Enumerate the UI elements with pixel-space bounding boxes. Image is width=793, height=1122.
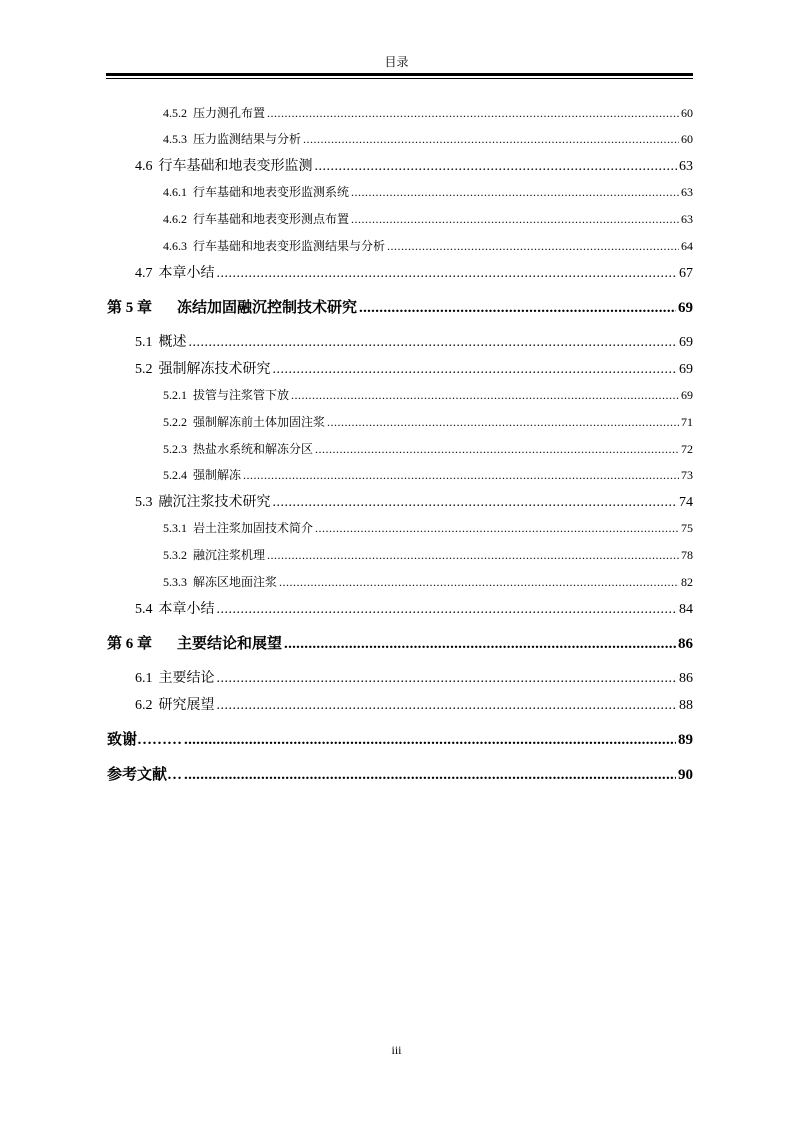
toc-dot-leader bbox=[189, 335, 678, 351]
toc-entry[interactable] bbox=[107, 728, 693, 749]
toc-dot-leader bbox=[273, 362, 678, 378]
toc-entry-number: 4.7 bbox=[135, 266, 153, 281]
toc-entry-page: 86 bbox=[679, 671, 693, 686]
toc-entry-title: 压力测孔布置 bbox=[193, 106, 266, 120]
toc-entry-number: 5.2.1 bbox=[163, 388, 187, 402]
toc-entry-number: 5.2.4 bbox=[163, 468, 187, 482]
toc-entry-number: 5.1 bbox=[135, 335, 153, 350]
toc-dot-leader bbox=[243, 468, 679, 483]
toc-dot-leader bbox=[217, 698, 678, 714]
toc-entry-page: 63 bbox=[681, 185, 693, 199]
toc-entry-page: 69 bbox=[681, 388, 693, 402]
toc-entry-number: 4.6.3 bbox=[163, 239, 187, 253]
toc-entry-title: 行车基础和地表变形监测结果与分析 bbox=[193, 239, 386, 253]
toc-dot-leader bbox=[184, 767, 676, 784]
toc-dot-leader bbox=[267, 106, 679, 121]
toc-entry[interactable] bbox=[163, 546, 693, 563]
toc-entry-page: 67 bbox=[679, 266, 693, 281]
toc-entry-title: 岩土注浆加固技术简介 bbox=[193, 521, 314, 535]
toc-entry-title: 冻结加固融沉控制技术研究 bbox=[177, 300, 358, 316]
toc-entry-number: 5.2.2 bbox=[163, 415, 187, 429]
toc-entry[interactable] bbox=[135, 331, 693, 351]
toc-entry-page: 60 bbox=[681, 106, 693, 120]
toc-entry-title: 本章小结 bbox=[158, 266, 215, 281]
toc-entry[interactable] bbox=[163, 130, 693, 147]
toc-entry-number: 第 5 章 bbox=[107, 300, 153, 316]
toc-entry[interactable] bbox=[163, 519, 693, 536]
toc-entry-number: 5.3.2 bbox=[163, 548, 187, 562]
toc-dot-leader bbox=[303, 132, 679, 147]
toc-entry-number: 4.5.2 bbox=[163, 106, 187, 120]
toc-entry[interactable] bbox=[163, 466, 693, 483]
toc-entry-page: 63 bbox=[679, 159, 693, 174]
toc-entry[interactable] bbox=[163, 573, 693, 590]
toc-entry[interactable] bbox=[163, 413, 693, 430]
toc-entry-number: 5.3.3 bbox=[163, 575, 187, 589]
toc-entry-title: 参考文献… bbox=[107, 767, 183, 783]
toc-entry-number: 第 6 章 bbox=[107, 636, 153, 652]
toc-entry-page: 78 bbox=[681, 548, 693, 562]
toc-dot-leader bbox=[315, 442, 679, 457]
toc-entry-page: 89 bbox=[678, 732, 693, 748]
toc-dot-leader bbox=[315, 521, 679, 536]
toc-entry-title: 行车基础和地表变形监测 bbox=[158, 159, 313, 174]
toc-entry-page: 72 bbox=[681, 442, 693, 456]
toc-entry[interactable] bbox=[135, 598, 693, 618]
toc-entry[interactable] bbox=[163, 183, 693, 200]
toc-entry-number: 5.2.3 bbox=[163, 442, 187, 456]
header-rule-thick bbox=[106, 73, 693, 76]
toc-entry-number: 4.6.2 bbox=[163, 212, 187, 226]
toc-dot-leader bbox=[267, 548, 679, 563]
toc-entry-page: 88 bbox=[679, 698, 693, 713]
toc-entry[interactable] bbox=[135, 694, 693, 714]
toc-entry-page: 69 bbox=[679, 362, 693, 377]
toc-entry-title: 热盐水系统和解冻分区 bbox=[193, 442, 314, 456]
toc-entry-page: 64 bbox=[681, 239, 693, 253]
toc-entry-page: 90 bbox=[678, 767, 693, 783]
toc-dot-leader bbox=[184, 732, 676, 749]
toc-dot-leader bbox=[217, 602, 678, 618]
toc-dot-leader bbox=[387, 239, 679, 254]
toc-dot-leader bbox=[315, 159, 678, 175]
toc-entry-page: 82 bbox=[681, 575, 693, 589]
toc-dot-leader bbox=[217, 671, 678, 687]
toc-entry[interactable] bbox=[107, 632, 693, 653]
toc-dot-leader bbox=[291, 388, 679, 403]
toc-entry-title: 致谢……… bbox=[107, 732, 183, 748]
toc-dot-leader bbox=[284, 636, 676, 653]
toc-entry-number: 5.3.1 bbox=[163, 521, 187, 535]
toc-entry-page: 73 bbox=[681, 468, 693, 482]
toc-entry-page: 71 bbox=[681, 415, 693, 429]
toc-entry-number: 4.6 bbox=[135, 159, 153, 174]
toc-entry-title: 融沉注浆机理 bbox=[193, 548, 266, 562]
toc-entry-title: 概述 bbox=[158, 335, 187, 350]
toc-entry[interactable] bbox=[107, 296, 693, 317]
toc-dot-leader bbox=[217, 266, 678, 282]
toc-dot-leader bbox=[359, 300, 676, 317]
toc-entry-number: 5.3 bbox=[135, 495, 153, 510]
toc-dot-leader bbox=[279, 575, 679, 590]
toc-entry-title: 融沉注浆技术研究 bbox=[158, 495, 271, 510]
toc-entry-title: 本章小结 bbox=[158, 602, 215, 617]
toc-entry[interactable] bbox=[163, 104, 693, 121]
toc-entry-title: 压力监测结果与分析 bbox=[193, 132, 302, 146]
toc-entry-title: 强制解冻技术研究 bbox=[158, 362, 271, 377]
toc-entry[interactable] bbox=[163, 210, 693, 227]
toc-dot-leader bbox=[327, 415, 679, 430]
toc-entry-page: 60 bbox=[681, 132, 693, 146]
toc-entry[interactable] bbox=[163, 440, 693, 457]
toc-entry[interactable] bbox=[107, 763, 693, 784]
running-header-title: 目录 bbox=[384, 55, 409, 69]
toc-entry-number: 5.4 bbox=[135, 602, 153, 617]
toc-entry[interactable] bbox=[135, 358, 693, 378]
toc-entry-page: 69 bbox=[678, 300, 693, 316]
toc-entry-title: 强制解冻前土体加固注浆 bbox=[193, 415, 326, 429]
toc-entry-page: 75 bbox=[681, 521, 693, 535]
toc-entry-page: 74 bbox=[679, 495, 693, 510]
toc-entry-title: 主要结论和展望 bbox=[177, 636, 283, 652]
toc-entry-number: 4.5.3 bbox=[163, 132, 187, 146]
toc-entry[interactable] bbox=[163, 237, 693, 254]
toc-entry-number: 5.2 bbox=[135, 362, 153, 377]
toc-entry-page: 84 bbox=[679, 602, 693, 617]
toc-entry[interactable] bbox=[163, 386, 693, 403]
toc-entry[interactable] bbox=[135, 667, 693, 687]
toc-entry-page: 86 bbox=[678, 636, 693, 652]
page-number: iii bbox=[391, 1043, 402, 1057]
toc-entry[interactable] bbox=[135, 491, 693, 511]
toc-entry-page: 69 bbox=[679, 335, 693, 350]
toc-entry-title: 行车基础和地表变形测点布置 bbox=[193, 212, 350, 226]
toc-entry-title: 研究展望 bbox=[158, 698, 215, 713]
toc-entry-title: 解冻区地面注浆 bbox=[193, 575, 278, 589]
toc-entry-page: 63 bbox=[681, 212, 693, 226]
toc-dot-leader bbox=[273, 495, 678, 511]
toc-entry[interactable] bbox=[135, 262, 693, 282]
toc-entry[interactable] bbox=[135, 155, 693, 175]
toc-entry-number: 4.6.1 bbox=[163, 185, 187, 199]
toc-entry-number: 6.2 bbox=[135, 698, 153, 713]
toc-entry-title: 主要结论 bbox=[158, 671, 215, 686]
toc-entry-title: 强制解冻 bbox=[193, 468, 242, 482]
toc-entry-title: 行车基础和地表变形监测系统 bbox=[193, 185, 350, 199]
toc-entry-number: 6.1 bbox=[135, 671, 153, 686]
header-rule-thin bbox=[106, 78, 693, 79]
toc-dot-leader bbox=[351, 212, 679, 227]
toc-entry-title: 拔管与注浆管下放 bbox=[193, 388, 290, 402]
toc-dot-leader bbox=[351, 185, 679, 200]
